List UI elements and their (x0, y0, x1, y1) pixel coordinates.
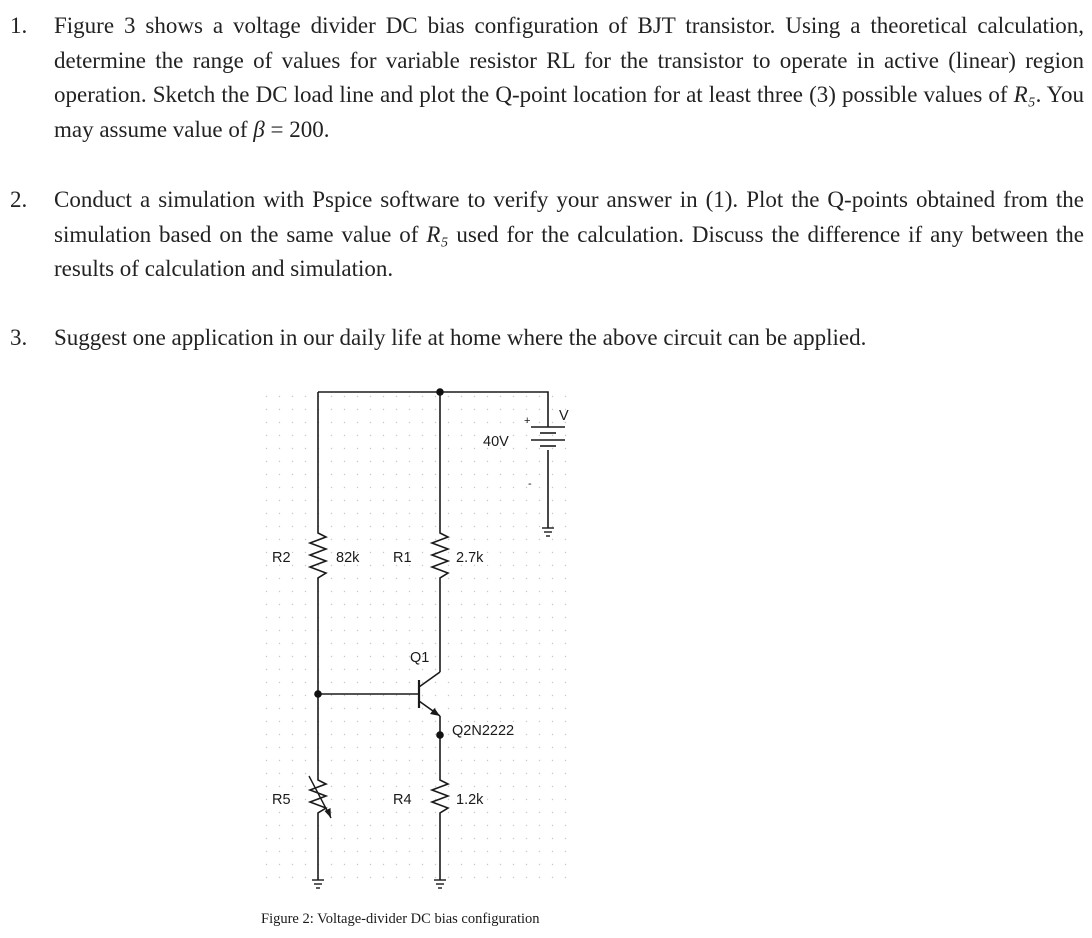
question-1-text-c: = 200. (264, 116, 330, 142)
question-3-number: 3. (10, 325, 28, 350)
r2-value: 82k (336, 550, 360, 566)
question-1-number: 1. (10, 13, 28, 38)
source-minus-label: - (528, 478, 532, 490)
question-1-text: Figure 3 shows a voltage divider DC bias configuration of BJT transistor. Using a theoretical calculation, determine the range of values for variable resistor RL for the transistor to operate in active (linear) region operation. Sketch the DC load line and plot the Q-point location for at least three (3) possible values of (54, 13, 1084, 107)
r1-value: 2.7k (456, 550, 484, 566)
schematic-grid (265, 385, 570, 885)
r2-label: R2 (272, 550, 291, 566)
junction-top (436, 388, 444, 396)
source-plus-label: + (524, 415, 531, 427)
r1-label: R1 (393, 550, 412, 566)
question-3-text: Suggest one application in our daily life at home where the above circuit can be applied. (54, 325, 867, 350)
question-2-text-b: used for the calculation. Discuss the difference if any between the results of calculation and simulation. (54, 221, 1084, 281)
r5-label: R5 (272, 792, 291, 808)
junction-emitter (436, 731, 444, 739)
source-voltage-label: 40V (483, 434, 509, 450)
r5-symbol: R₅ (1013, 82, 1036, 107)
junction-base (314, 690, 322, 698)
figure-caption: Figure 2: Voltage-divider DC bias configuration (261, 911, 540, 927)
r4-label: R4 (393, 792, 412, 808)
q1-model: Q2N2222 (452, 723, 515, 739)
r5-symbol: R₅ (426, 221, 449, 247)
source-name-label: V (559, 408, 569, 424)
question-2-number: 2. (10, 187, 28, 212)
r4-value: 1.2k (456, 792, 484, 808)
question-2-text: Conduct a simulation with Pspice software to verify your answer in (1). Plot the Q-points obtained from the simulation based on the same value of (54, 187, 1084, 247)
q1-label: Q1 (410, 650, 430, 666)
question-1-text-b: . You may assume value of (54, 82, 1084, 142)
beta-symbol: β (253, 116, 265, 142)
